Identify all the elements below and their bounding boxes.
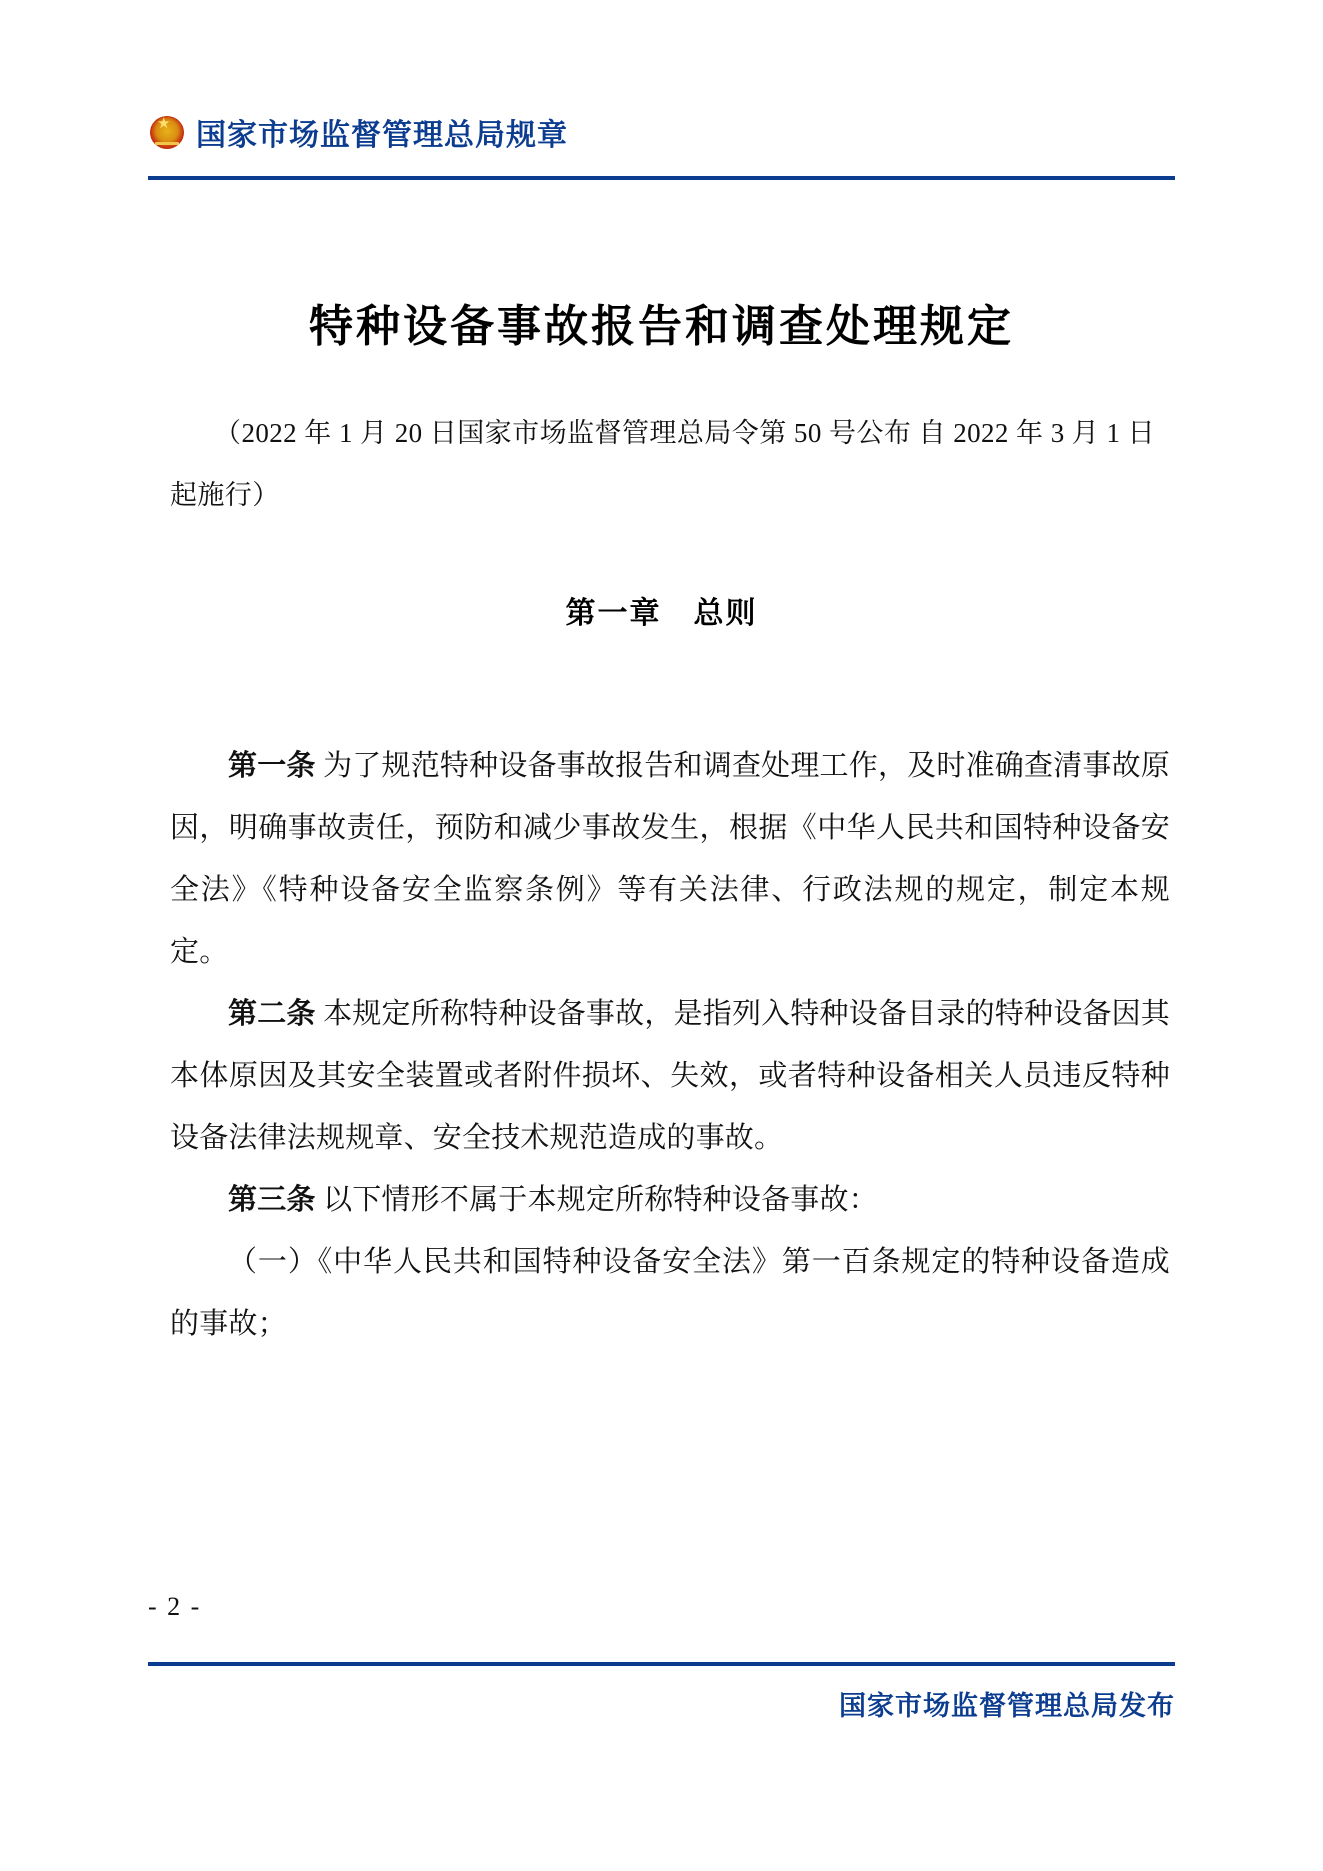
- document-subtitle: （2022 年 1 月 20 日国家市场监督管理总局令第 50 号公布 自 2022 年 3 月 1 日起施行）: [170, 418, 1155, 510]
- article-label: 第二条: [228, 998, 316, 1030]
- article-text: 以下情形不属于本规定所称特种设备事故：: [323, 1184, 878, 1216]
- article-paragraph: [170, 735, 1170, 983]
- page-number: - 2 -: [148, 1592, 202, 1621]
- article-label: 第三条: [228, 1184, 316, 1216]
- footer-divider: [148, 1662, 1175, 1666]
- national-emblem-icon: [148, 113, 186, 151]
- page-title: 特种设备事故报告和调查处理规定: [309, 302, 1014, 351]
- chapter-heading: 第一章 总则: [565, 597, 758, 630]
- page-header: [148, 110, 1175, 154]
- article-paragraph: [170, 983, 1170, 1169]
- footer-issuer: 国家市场监督管理总局发布: [839, 1691, 1175, 1721]
- header-title: 国家市场监督管理总局规章: [196, 119, 568, 152]
- article-item: （一）《中华人民共和国特种设备安全法》第一百条规定的特种设备造成的事故；: [170, 1246, 1170, 1340]
- article-label: 第一条: [228, 750, 316, 782]
- article-text: 本规定所称特种设备事故，是指列入特种设备目录的特种设备因其本体原因及其安全装置或者附件损坏、失效，或者特种设备相关人员违反特种设备法律法规规章、安全技术规范造成的事故。: [170, 998, 1171, 1154]
- document-body: [170, 735, 1170, 1355]
- article-text: 为了规范特种设备事故报告和调查处理工作，及时准确查清事故原因，明确事故责任，预防和减少事故发生，根据《中华人民共和国特种设备安全法》《特种设备安全监察条例》等有关法律、行政法规的规定，制定本规定。: [170, 750, 1171, 968]
- article-paragraph: [170, 1169, 1170, 1231]
- header-divider: [148, 176, 1175, 180]
